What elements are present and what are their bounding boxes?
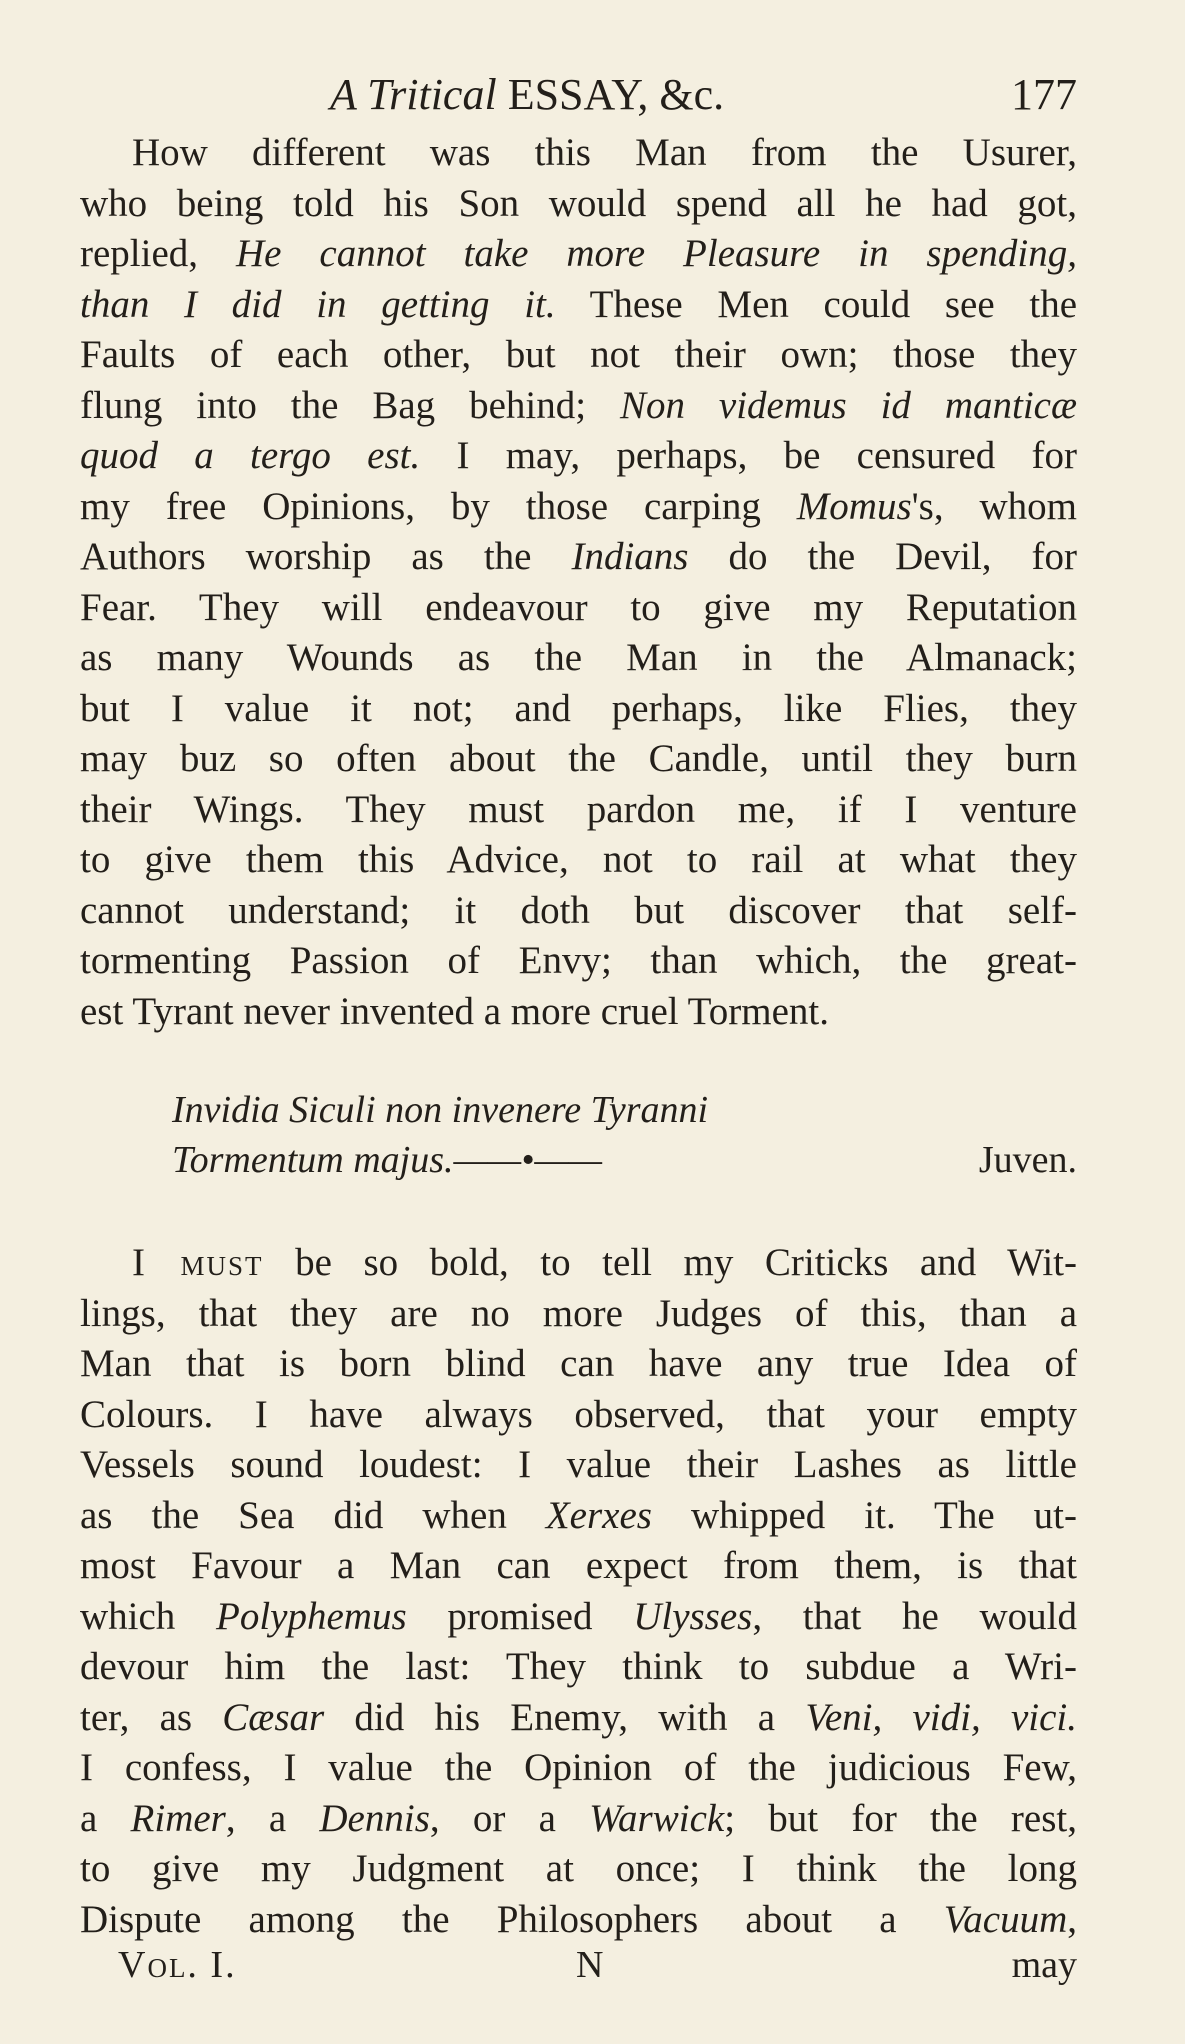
text-line: my free Opinions, by those carping Momus's, whom — [80, 484, 1077, 528]
text-line: Dispute among the Philosophers about a Vacuum, — [80, 1897, 1077, 1941]
text-line: most Favour a Man can expect from them, is that — [80, 1544, 1077, 1587]
text-line: to give them this Advice, not to rail at what they — [80, 838, 1077, 881]
running-header — [330, 60, 1077, 130]
text-line: Authors worship as the Indians do the Devil, for — [80, 535, 1078, 578]
text-line: Fear. They will endeavour to give my Reputation — [80, 585, 1077, 629]
text-line: replied, He cannot take more Pleasure in spending, — [80, 232, 1078, 275]
signature-mark: N — [576, 1944, 604, 1986]
text-line: their Wings. They must pardon me, if I venture — [80, 787, 1077, 831]
text-line: but I value it not; and perhaps, like Flies, they — [80, 686, 1077, 730]
running-title-italic: A Tritical — [330, 70, 497, 119]
page-number: 177 — [1011, 70, 1077, 119]
text-line: I must be so bold, to tell my Criticks and Wit- — [132, 1241, 1077, 1284]
text-line: to give my Judgment at once; I think the long — [80, 1847, 1077, 1890]
text-line: Colours. I have always observed, that your empty — [80, 1392, 1077, 1436]
quote-attribution: Juven. — [978, 1139, 1077, 1181]
text-line: Man that is born blind can have any true Idea of — [80, 1342, 1077, 1385]
text-line: Faults of each other, but not their own; those they — [80, 333, 1077, 376]
running-title — [330, 60, 724, 130]
text-line: tormenting Passion of Envy; than which, the great- — [80, 939, 1077, 982]
text-line: devour him the last: They think to subdue a Wri- — [80, 1645, 1077, 1688]
text-line: may buz so often about the Candle, until they burn — [80, 737, 1077, 780]
text-line: as many Wounds as the Man in the Almanack; — [80, 636, 1077, 679]
text-line: lings, that they are no more Judges of this, than a — [80, 1291, 1077, 1335]
opening-small-caps: I must — [132, 1241, 264, 1284]
page-footer — [118, 1940, 1077, 1990]
running-title-rest: ESSAY, &c. — [496, 70, 725, 119]
text-line: which Polyphemus promised Ulysses, that he would — [80, 1594, 1077, 1638]
paragraph-2 — [80, 1238, 1077, 1945]
text-line: than I did in getting it. These Men could see the — [80, 282, 1077, 326]
text-line: who being told his Son would spend all he had got, — [80, 181, 1077, 225]
text-line: quod a tergo est. I may, perhaps, be censured for — [80, 434, 1078, 477]
text-line: ter, as Cæsar did his Enemy, with a Veni, vidi, vici. — [80, 1695, 1078, 1739]
text-line: a Rimer, a Dennis, or a Warwick; but for the rest, — [80, 1796, 1077, 1840]
text-line: I confess, I value the Opinion of the judicious Few, — [80, 1746, 1077, 1789]
text-line: How different was this Man from the Usurer, — [132, 131, 1077, 174]
volume-label: Vol. I. — [118, 1944, 237, 1986]
text-line: est Tyrant never invented a more cruel Torment. — [80, 989, 829, 1033]
catchword: may — [1011, 1944, 1077, 1986]
paragraph-1 — [80, 128, 1077, 1037]
text-line: flung into the Bag behind; Non videmus id manticæ — [80, 383, 1077, 427]
text-line: Vessels sound loudest: I value their Lashes as little — [80, 1443, 1077, 1486]
quote-line-1: Invidia Siculi non invenere Tyranni — [172, 1089, 709, 1131]
text-line: cannot understand; it doth but discover that self- — [80, 888, 1077, 932]
quote-line-2: Tormentum majus.——•—— — [172, 1139, 602, 1181]
text-line: as the Sea did when Xerxes whipped it. The ut- — [80, 1493, 1077, 1537]
latin-quotation — [172, 1085, 1077, 1185]
